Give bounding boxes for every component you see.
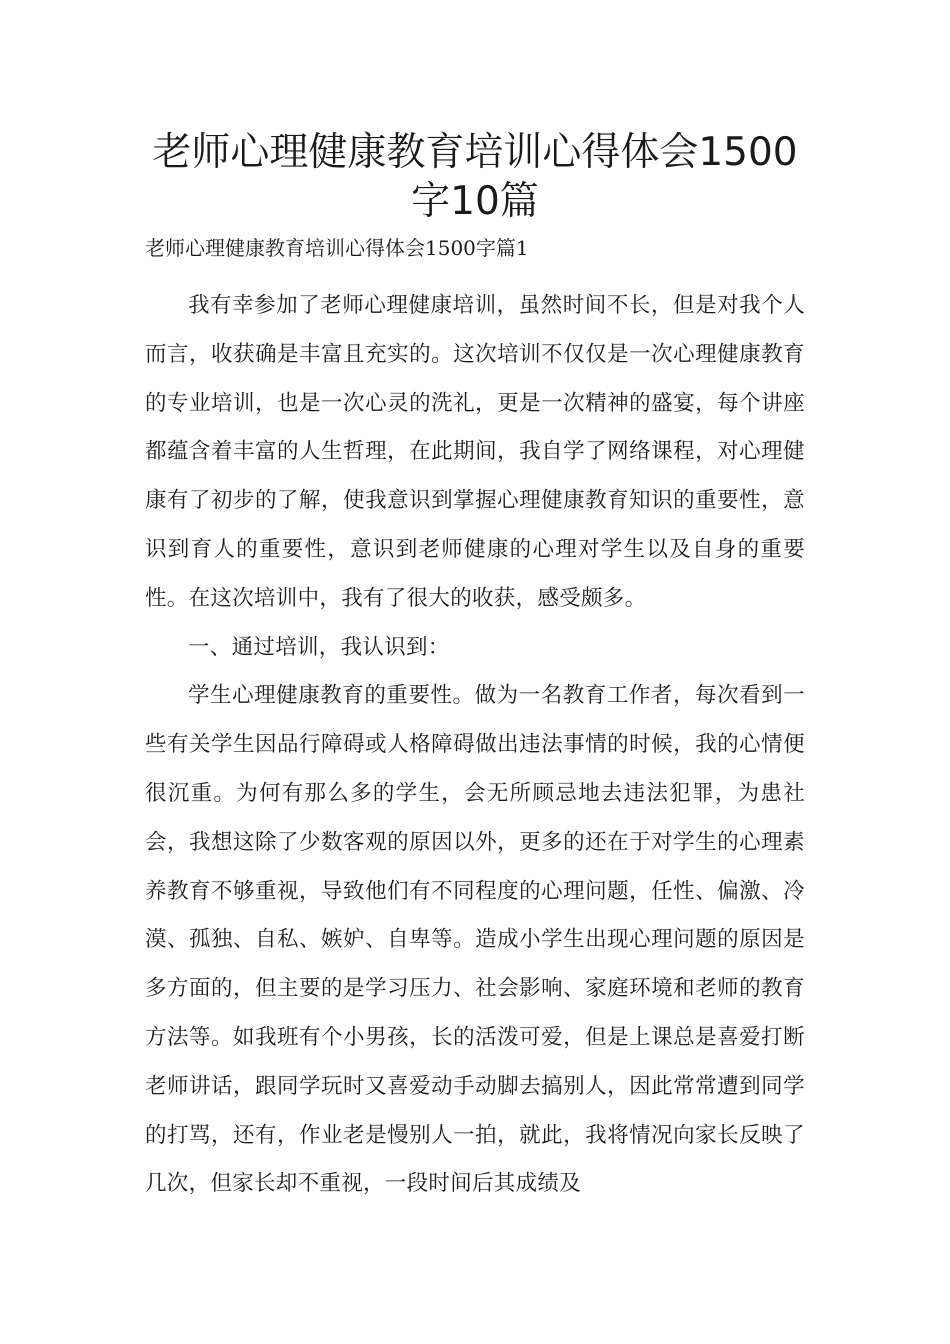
document-title-line-2: 字10篇	[411, 179, 539, 224]
paragraph-subheading: 一、通过培训，我认识到：	[188, 634, 450, 660]
document-title	[145, 128, 805, 226]
paragraph-body: 学生心理健康教育的重要性。做为一名教育工作者，每次看到一些有关学生因品行障碍或人格障碍做出违法事情的时候，我的心情便很沉重。为何有那么多的学生，会无所顾忌地去违法犯罪，为患社会，我想这除了少数客观的原因以外，更多的还在于对学生的心理素养教育不够重视，导致他们有不同程度的心理问题，任性、偏激、冷漠、孤独、自私、嫉妒、自卑等。造成小学生出现心理问题的原因是多方面的，但主要的是学习压力、社会影响、家庭环境和老师的教育方法等。如我班有个小男孩，长的活泼可爱，但是上课总是喜爱打断老师讲话，跟同学玩时又喜爱动手动脚去搞别人，因此常常遭到同学的打骂，还有，作业老是慢别人一拍，就此，我将情况向家长反映了几次，但家长却不重视，一段时间后其成绩及	[145, 683, 805, 1197]
section-heading: 老师心理健康教育培训心得体会1500字篇1	[145, 236, 529, 260]
paragraph-intro: 我有幸参加了老师心理健康培训，虽然时间不长，但是对我个人而言，收获确是丰富且充实的。这次培训不仅仅是一次心理健康教育的专业培训，也是一次心灵的洗礼，更是一次精神的盛宴，每个讲座都蕴含着丰富的人生哲理，在此期间，我自学了网络课程，对心理健康有了初步的了解，使我意识到掌握心理健康教育知识的重要性，意识到育人的重要性，意识到老师健康的心理对学生以及自身的重要性。在这次培训中，我有了很大的收获，感受颇多。	[145, 293, 805, 611]
document-title-line-1: 老师心理健康教育培训心得体会1500	[152, 130, 798, 175]
